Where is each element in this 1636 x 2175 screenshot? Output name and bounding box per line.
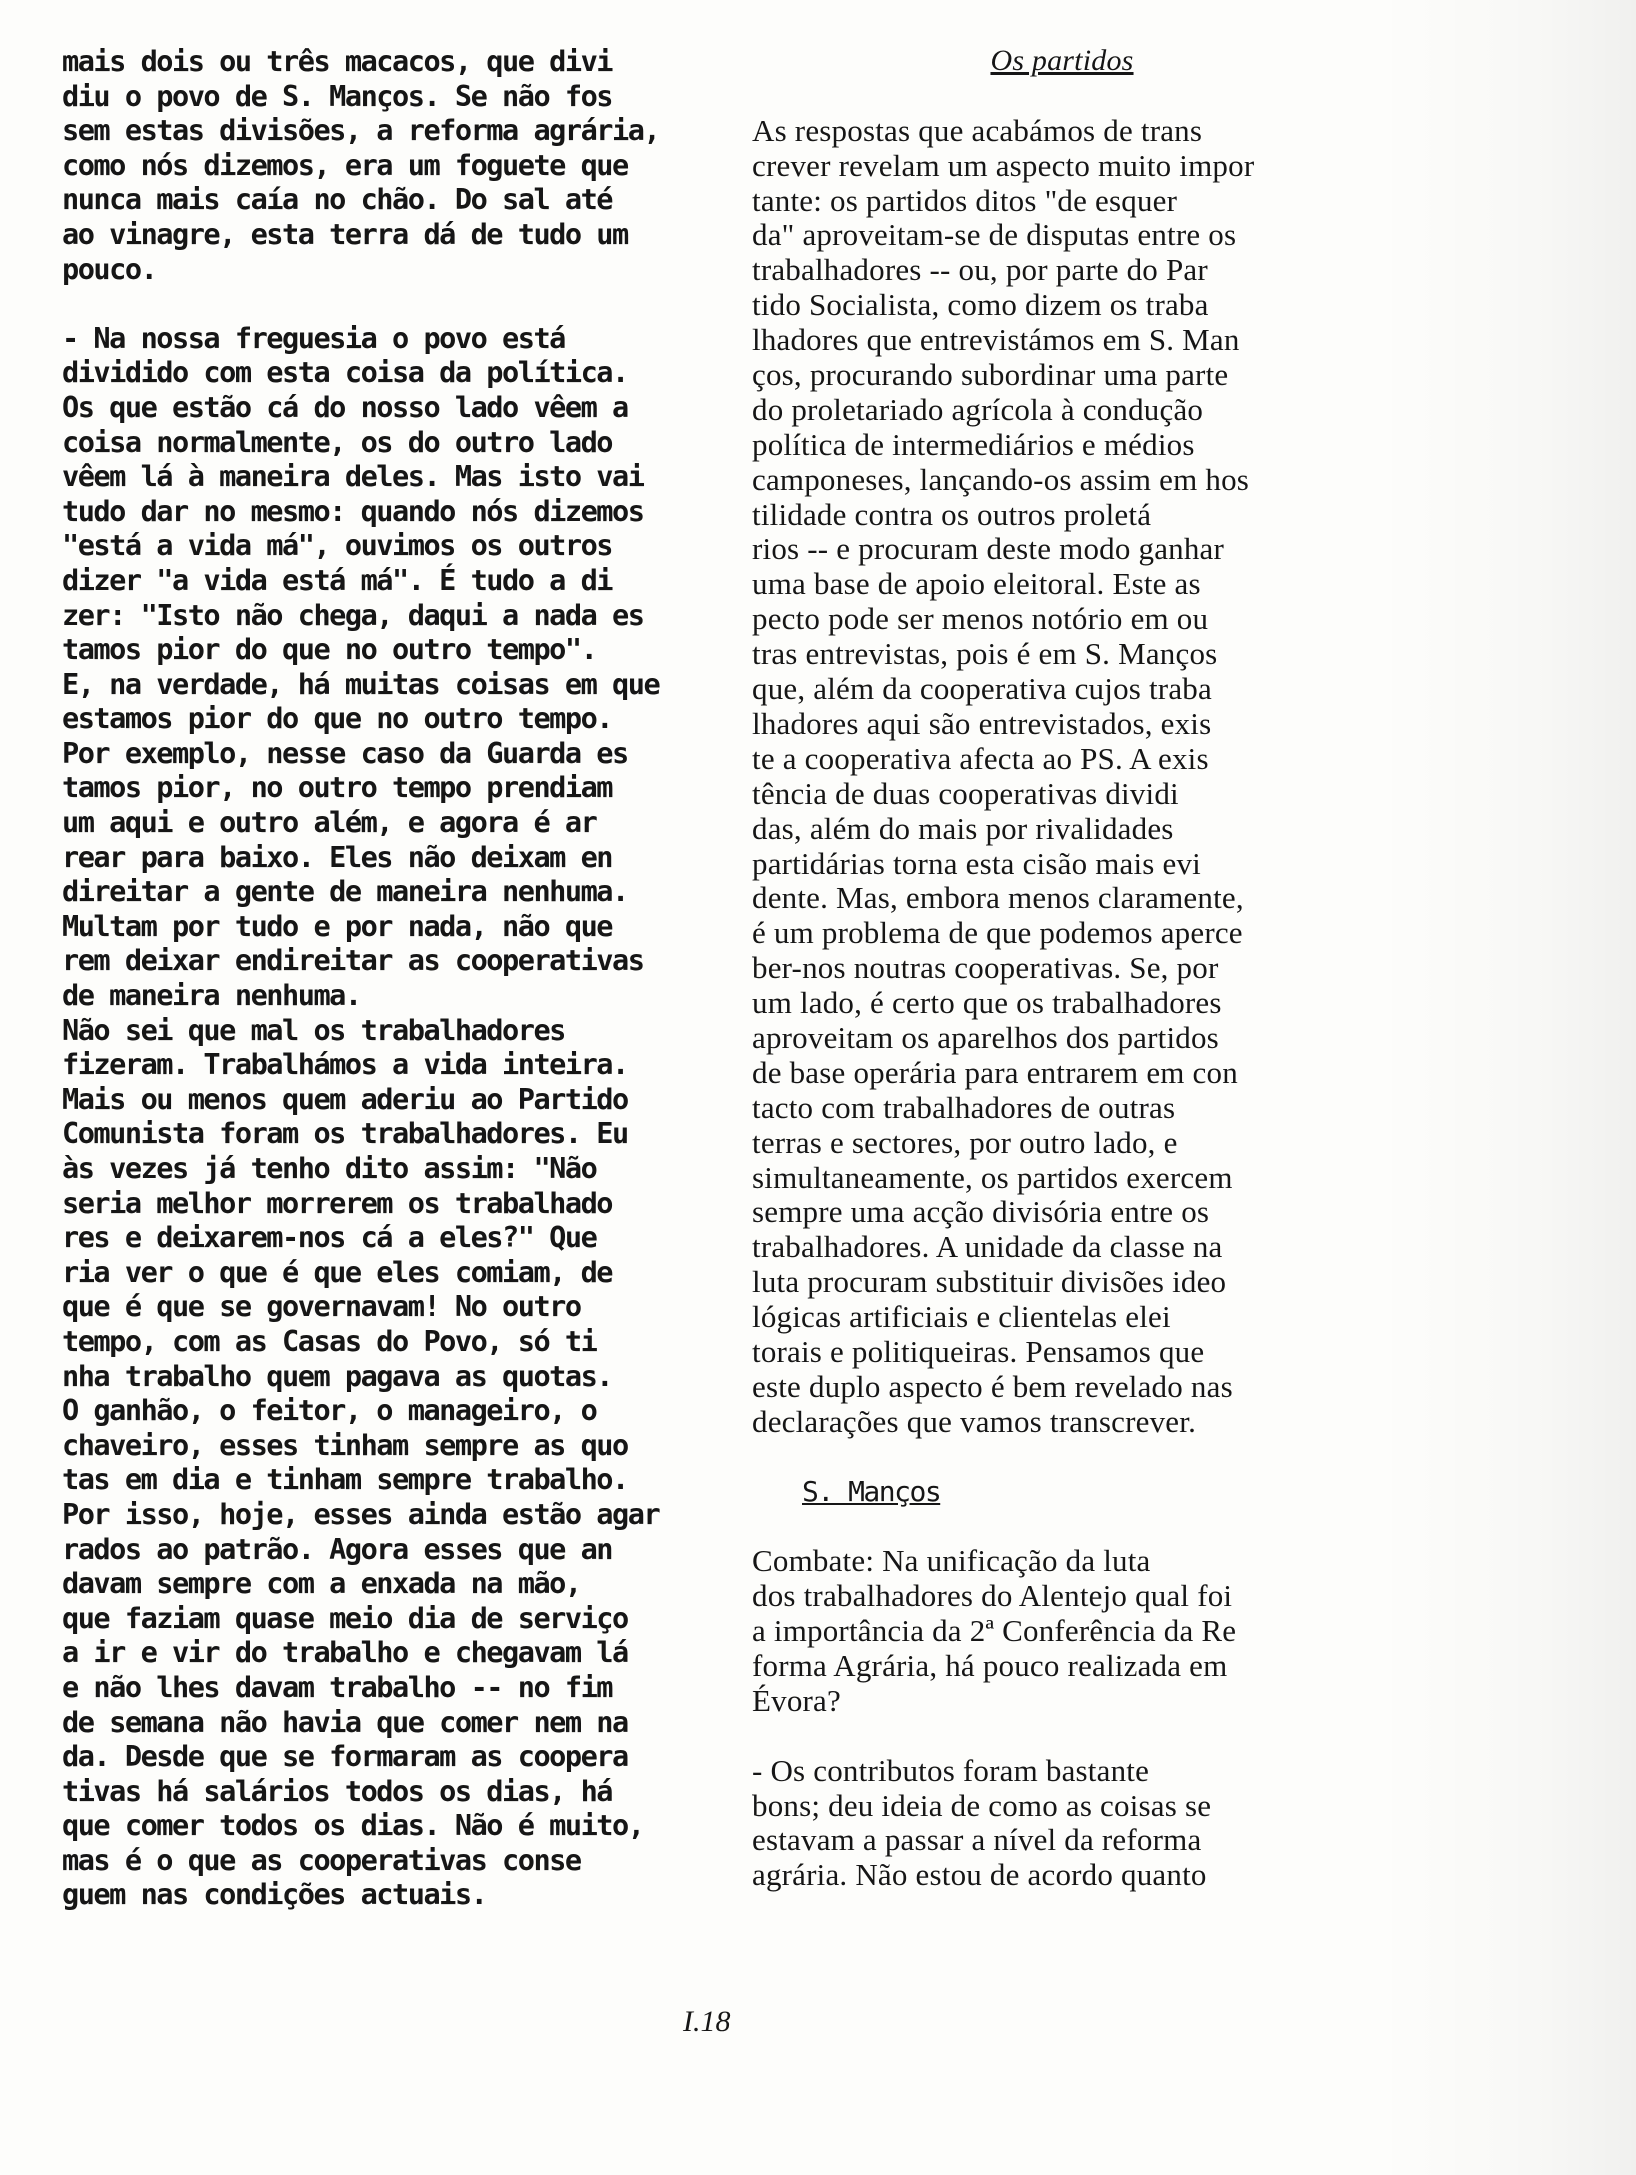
text-line: ria ver o que é que eles comiam, de	[62, 1254, 613, 1289]
text-line: fizeram. Trabalhámos a vida inteira.	[62, 1047, 628, 1082]
text-line: Évora?	[752, 1682, 841, 1718]
text-line: torais e politiqueiras. Pensamos que	[752, 1333, 1205, 1369]
text-line: que é que se governavam! No outro	[62, 1289, 581, 1324]
text-line: dizer "a vida está má". É tudo a di	[62, 562, 613, 597]
text-line: lhadores aqui são entrevistados, exis	[752, 705, 1212, 741]
subsection-heading: S. Manços	[802, 1474, 941, 1508]
text-line: um aqui e outro além, e agora é ar	[62, 805, 597, 840]
text-line: pouco.	[62, 251, 157, 286]
text-line: tudo dar no mesmo: quando nós dizemos	[62, 493, 644, 528]
text-line: partidárias torna esta cisão mais evi	[752, 845, 1201, 881]
text-line: direitar a gente de maneira nenhuma.	[62, 874, 628, 909]
text-line: tilidade contra os outros proletá	[752, 496, 1152, 532]
text-line: trabalhadores -- ou, por parte do Par	[752, 252, 1208, 288]
right-paragraph-1	[752, 114, 1372, 1440]
text-line: tacto com trabalhadores de outras	[752, 1089, 1176, 1125]
text-line: que, além da cooperativa cujos traba	[752, 671, 1212, 707]
text-line: rados ao patrão. Agora esses que an	[62, 1531, 613, 1566]
right-column	[752, 44, 1372, 1893]
text-line: de semana não havia que comer nem na	[62, 1704, 628, 1739]
text-line: rem deixar endireitar as cooperativas	[62, 943, 644, 978]
text-line: Multam por tudo e por nada, não que	[62, 908, 613, 943]
text-line: Por exemplo, nesse caso da Guarda es	[62, 735, 628, 770]
text-line: que faziam quase meio dia de serviço	[62, 1600, 628, 1635]
text-line: tivas há salários todos os dias, há	[62, 1773, 613, 1808]
text-line: luta procuram substituir divisões ideo	[752, 1264, 1227, 1300]
text-line: das, além do mais por rivalidades	[752, 810, 1174, 846]
text-line: simultaneamente, os partidos exercem	[752, 1159, 1233, 1195]
text-line: rear para baixo. Eles não deixam en	[62, 839, 613, 874]
text-line: às vezes já tenho dito assim: "Não	[62, 1151, 597, 1185]
text-line: da" aproveitam-se de disputas entre os	[752, 217, 1237, 253]
text-line: dente. Mas, embora menos claramente,	[752, 880, 1244, 916]
text-line: um lado, é certo que os trabalhadores	[752, 985, 1222, 1021]
text-line: chaveiro, esses tinham sempre as quo	[62, 1427, 628, 1462]
text-line: mais dois ou três macacos, que divi	[62, 44, 613, 78]
text-line: diu o povo de S. Manços. Se não fos	[62, 78, 613, 113]
page-number: I.18	[683, 2005, 731, 2038]
text-line: estamos pior do que no outro tempo.	[62, 701, 613, 736]
left-paragraph-2	[62, 321, 722, 1013]
text-line: camponeses, lançando-os assim em hos	[752, 461, 1250, 497]
text-line: - Os contributos foram bastante	[752, 1752, 1150, 1788]
text-line: lógicas artificiais e clientelas elei	[752, 1299, 1171, 1335]
text-line: zer: "Isto não chega, daqui a nada es	[62, 597, 644, 632]
text-line: da. Desde que se formaram as coopera	[62, 1739, 628, 1774]
text-line: de maneira nenhuma.	[62, 978, 361, 1013]
text-line: Mais ou menos quem aderiu ao Partido	[62, 1081, 628, 1116]
text-line: E, na verdade, há muitas coisas em que	[62, 666, 660, 701]
text-line: davam sempre com a enxada na mão,	[62, 1566, 581, 1601]
text-line: Combate: Na unificação da luta	[752, 1543, 1151, 1579]
show-through-shade	[1376, 0, 1636, 2175]
text-line: terras e sectores, por outro lado, e	[752, 1124, 1178, 1160]
text-line: sempre uma acção divisória entre os	[752, 1194, 1210, 1230]
right-paragraph-2	[752, 1544, 1372, 1718]
text-line: nha trabalho quem pagava as quotas.	[62, 1358, 613, 1393]
text-line: Comunista foram os trabalhadores. Eu	[62, 1116, 628, 1151]
text-line: vêem lá à maneira deles. Mas isto vai	[62, 459, 644, 494]
text-line: política de intermediários e médios	[752, 426, 1195, 462]
text-line: res e deixarem-nos cá a eles?" Que	[62, 1220, 597, 1255]
text-line: te a cooperativa afecta ao PS. A exis	[752, 740, 1209, 776]
left-column	[62, 44, 722, 1912]
text-line: este duplo aspecto é bem revelado nas	[752, 1368, 1233, 1404]
right-paragraph-3	[752, 1754, 1372, 1894]
text-line: a ir e vir do trabalho e chegavam lá	[62, 1635, 628, 1670]
text-line: Os que estão cá do nosso lado vêem a	[62, 389, 628, 424]
text-line: tante: os partidos ditos "de esquer	[752, 182, 1178, 218]
text-line: Por isso, hoje, esses ainda estão agar	[62, 1496, 660, 1531]
text-line: crever revelam um aspecto muito impor	[752, 147, 1255, 183]
text-line: guem nas condições actuais.	[62, 1877, 487, 1912]
text-line: seria melhor morrerem os trabalhado	[62, 1185, 613, 1220]
text-line: dos trabalhadores do Alentejo qual foi	[752, 1578, 1233, 1614]
text-line: coisa normalmente, os do outro lado	[62, 424, 613, 459]
text-line: tempo, com as Casas do Povo, só ti	[62, 1323, 597, 1358]
text-line: ços, procurando subordinar uma parte	[752, 357, 1229, 393]
text-line: pecto pode ser menos notório em ou	[752, 601, 1209, 637]
text-line: aproveitam os aparelhos dos partidos	[752, 1019, 1219, 1055]
text-line: tas em dia e tinham sempre trabalho.	[62, 1462, 628, 1497]
text-line: lhadores que entrevistámos em S. Man	[752, 322, 1240, 358]
text-line: que comer todos os dias. Não é muito,	[62, 1808, 644, 1843]
text-line: como nós dizemos, era um foguete que	[62, 147, 628, 182]
text-line: agrária. Não estou de acordo quanto	[752, 1857, 1207, 1893]
text-line: trabalhadores. A unidade da classe na	[752, 1229, 1223, 1265]
text-line: de base operária para entrarem em con	[752, 1054, 1238, 1090]
text-line: tamos pior, no outro tempo prendiam	[62, 770, 613, 805]
text-line: do proletariado agrícola à condução	[752, 391, 1204, 427]
section-title: Os partidos	[990, 44, 1134, 77]
left-paragraph-1	[62, 44, 722, 286]
text-line: dividido com esta coisa da política.	[62, 355, 628, 390]
text-line: tras entrevistas, pois é em S. Manços	[752, 636, 1218, 672]
text-line: ber-nos noutras cooperativas. Se, por	[752, 950, 1219, 986]
text-line: sem estas divisões, a reforma agrária,	[62, 113, 660, 148]
text-line: e não lhes davam trabalho -- no fim	[62, 1669, 613, 1704]
text-line: O ganhão, o feitor, o manageiro, o	[62, 1393, 597, 1428]
text-line: rios -- e procuram deste modo ganhar	[752, 531, 1225, 567]
text-line: tamos pior do que no outro tempo".	[62, 632, 597, 667]
text-line: forma Agrária, há pouco realizada em	[752, 1648, 1228, 1683]
text-line: tência de duas cooperativas dividi	[752, 775, 1179, 811]
text-line: bons; deu ideia de como as coisas se	[752, 1787, 1212, 1823]
text-line: mas é o que as cooperativas conse	[62, 1842, 581, 1877]
text-line: estavam a passar a nível da reforma	[752, 1822, 1202, 1858]
text-line: uma base de apoio eleitoral. Este as	[752, 566, 1201, 602]
text-line: declarações que vamos transcrever.	[752, 1403, 1197, 1439]
left-paragraph-3	[62, 1013, 722, 1912]
text-line: nunca mais caía no chão. Do sal até	[62, 182, 613, 217]
text-line: a importância da 2ª Conferência da Re	[752, 1613, 1237, 1649]
text-line: é um problema de que podemos aperce	[752, 915, 1243, 951]
text-line: ao vinagre, esta terra dá de tudo um	[62, 216, 628, 251]
text-line: Não sei que mal os trabalhadores	[62, 1012, 565, 1047]
text-line: As respostas que acabámos de trans	[752, 112, 1203, 148]
text-line: "está a vida má", ouvimos os outros	[62, 528, 613, 563]
text-line: - Na nossa freguesia o povo está	[62, 320, 565, 355]
text-line: tido Socialista, como dizem os traba	[752, 287, 1209, 323]
